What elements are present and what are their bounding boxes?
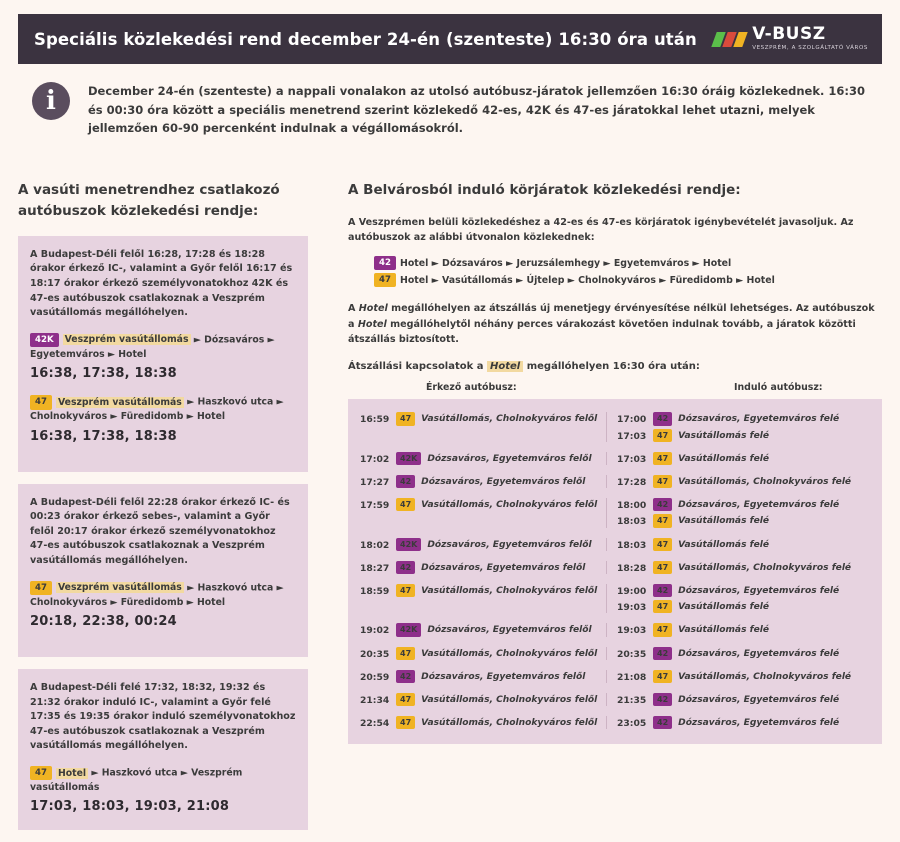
line-badge-47: 47 xyxy=(653,600,672,613)
table-row xyxy=(348,493,882,532)
departure-direction: Dózsaváros, Egyetemváros felé xyxy=(678,500,840,511)
table-row xyxy=(348,711,882,734)
departure-entry xyxy=(617,475,882,488)
line-badge-47: 47 xyxy=(30,395,52,409)
departure-direction: Vasútállomás felé xyxy=(678,539,770,550)
departure-time: 17:03 xyxy=(617,453,647,465)
departure-cell xyxy=(606,693,882,706)
line-badge-47: 47 xyxy=(396,716,415,729)
departure-entry xyxy=(617,693,882,706)
route-stops: Veszprém vasútállomás ► Dózsaváros ► Egyetemváros ► Hotel xyxy=(30,334,275,360)
departure-time: 20:35 xyxy=(617,648,647,660)
arrival-time: 20:59 xyxy=(360,671,390,683)
departure-direction: Vasútállomás, Cholnokyváros felé xyxy=(678,562,852,573)
panel-intro-text: A Budapest-Déli felől 22:28 órakor érkező IC- és 00:23 órakor érkező sebes-, valamint a Győr felől 20:17 órakor érkező személyvonatokhoz 47-es autóbuszok csatlakoznak a Veszprém vasútállomás megállóhelyen. xyxy=(30,496,290,566)
departure-direction: Vasútállomás felé xyxy=(678,625,770,636)
table-row xyxy=(348,642,882,665)
line-badge-42: 42 xyxy=(653,716,672,729)
circular-route-row xyxy=(374,273,882,290)
line-badge-42: 42 xyxy=(396,670,415,683)
line-badge-42: 42 xyxy=(374,256,396,270)
line-badge-42K: 42K xyxy=(396,452,421,465)
departure-cell xyxy=(606,538,882,551)
arrival-direction: Vasútállomás, Cholnokyváros felől xyxy=(421,414,598,425)
arrival-direction: Dózsaváros, Egyetemváros felől xyxy=(421,671,586,682)
highlighted-stop: Veszprém vasútállomás xyxy=(64,334,189,346)
route-path: Hotel ► Vasútállomás ► Újtelep ► Cholnokyváros ► Füredidomb ► Hotel xyxy=(399,274,775,286)
table-row xyxy=(348,447,882,470)
arrival-cell xyxy=(348,647,606,660)
line-badge-47: 47 xyxy=(653,429,672,442)
arrival-time: 19:02 xyxy=(360,625,390,637)
schedule-panel xyxy=(18,236,308,472)
right-paragraph-1: A Veszprémen belüli közlekedéshez a 42-es és 47-es körjáratok igénybevételét javasoljuk. Az autóbuszok az alábbi útvonalon közlekednek: xyxy=(348,216,854,244)
departure-time: 23:05 xyxy=(617,718,647,730)
left-panel-list xyxy=(18,236,308,831)
schedule-panel xyxy=(18,669,308,830)
left-column-heading: A vasúti menetrendhez csatlakozó autóbuszok közlekedési rendje: xyxy=(18,182,280,219)
line-badge-42: 42 xyxy=(653,498,672,511)
route-stops: Veszprém vasútállomás ► Haszkovó utca ► Cholnokyváros ► Füredidomb ► Hotel xyxy=(30,582,284,608)
line-badge-42: 42 xyxy=(653,647,672,660)
route-line xyxy=(30,766,296,795)
departure-direction: Vasútállomás felé xyxy=(678,430,770,441)
table-row xyxy=(348,533,882,556)
arrival-direction: Dózsaváros, Egyetemváros felől xyxy=(421,562,586,573)
line-badge-47: 47 xyxy=(396,498,415,511)
panel-intro-text: A Budapest-Déli felé 17:32, 18:32, 19:32 és 21:32 órakor induló IC-, valamint a Győr felé 17:35 és 19:35 órakor induló személyvonatokhoz 47-es autóbuszok csatlakoznak a Veszprém vasútállomás megállóhelyen. xyxy=(30,682,296,752)
departure-cell xyxy=(606,670,882,683)
line-badge-47: 47 xyxy=(396,412,415,425)
arrival-cell xyxy=(348,452,606,465)
arrival-time: 21:34 xyxy=(360,694,390,706)
departure-time: 17:28 xyxy=(617,477,647,489)
arrival-direction: Vasútállomás, Cholnokyváros felől xyxy=(421,585,598,596)
departure-entry xyxy=(617,600,882,613)
line-badge-47: 47 xyxy=(653,670,672,683)
line-badge-42K: 42K xyxy=(30,333,59,347)
arrival-time: 17:59 xyxy=(360,500,390,512)
hotel-stop-highlight: Hotel xyxy=(487,361,523,372)
arrival-time: 17:27 xyxy=(360,477,390,489)
arrival-direction: Vasútállomás, Cholnokyváros felől xyxy=(421,718,598,729)
departure-direction: Dózsaváros, Egyetemváros felé xyxy=(678,718,840,729)
departure-entry xyxy=(617,584,882,597)
line-badge-47: 47 xyxy=(653,623,672,636)
arrival-time: 18:27 xyxy=(360,562,390,574)
highlighted-stop: Hotel xyxy=(57,767,87,779)
right-column-heading: A Belvárosból induló körjáratok közlekedési rendje: xyxy=(348,182,741,198)
departure-entry xyxy=(617,716,882,729)
hotel-stop-name: Hotel xyxy=(357,318,387,330)
line-badge-47: 47 xyxy=(653,514,672,527)
arrival-cell xyxy=(348,584,606,597)
info-icon: i xyxy=(32,82,70,120)
arrival-direction: Dózsaváros, Egyetemváros felől xyxy=(427,625,592,636)
departure-time: 18:00 xyxy=(617,500,647,512)
arrival-cell xyxy=(348,670,606,683)
arrival-direction: Dózsaváros, Egyetemváros felől xyxy=(421,477,586,488)
arrival-direction: Dózsaváros, Egyetemváros felől xyxy=(427,539,592,550)
table-row xyxy=(348,618,882,641)
departure-entry xyxy=(617,412,882,425)
departure-direction: Dózsaváros, Egyetemváros felé xyxy=(678,648,840,659)
arrival-cell xyxy=(348,716,606,729)
departure-entry xyxy=(617,429,882,442)
logo-chevron-icon xyxy=(714,32,745,47)
table-row xyxy=(348,665,882,688)
line-badge-42K: 42K xyxy=(396,623,421,636)
line-badge-42: 42 xyxy=(653,584,672,597)
route-line xyxy=(30,333,296,362)
company-logo xyxy=(714,26,882,52)
page-header xyxy=(18,14,882,64)
column-header-arrival: Érkező autóbusz: xyxy=(426,382,517,394)
circular-routes-list xyxy=(374,256,882,290)
departure-direction: Dózsaváros, Egyetemváros felé xyxy=(678,414,840,425)
departure-times: 17:03, 18:03, 19:03, 21:08 xyxy=(30,799,230,815)
departure-time: 18:03 xyxy=(617,516,647,528)
arrival-cell xyxy=(348,475,606,488)
departure-cell xyxy=(606,498,882,527)
departure-direction: Dózsaváros, Egyetemváros felé xyxy=(678,585,840,596)
arrival-direction: Dózsaváros, Egyetemváros felől xyxy=(427,453,592,464)
info-banner xyxy=(18,72,882,144)
departure-entry xyxy=(617,514,882,527)
route-path: Hotel ► Dózsaváros ► Jeruzsálemhegy ► Egyetemváros ► Hotel xyxy=(399,257,732,269)
departure-cell xyxy=(606,623,882,636)
line-badge-47: 47 xyxy=(653,538,672,551)
departure-times: 20:18, 22:38, 00:24 xyxy=(30,614,177,630)
transfer-table-headers xyxy=(348,382,882,393)
table-row xyxy=(348,688,882,711)
line-badge-47: 47 xyxy=(30,766,52,780)
arrival-cell xyxy=(348,693,606,706)
line-badge-42: 42 xyxy=(396,475,415,488)
line-badge-47: 47 xyxy=(30,581,52,595)
departure-entry xyxy=(617,538,882,551)
line-badge-47: 47 xyxy=(653,475,672,488)
departure-time: 21:08 xyxy=(617,671,647,683)
departure-direction: Vasútállomás, Cholnokyváros felé xyxy=(678,477,852,488)
departure-time: 17:00 xyxy=(617,414,647,426)
departure-time: 17:03 xyxy=(617,430,647,442)
line-badge-47: 47 xyxy=(396,647,415,660)
table-row xyxy=(348,556,882,579)
logo-tagline: VESZPRÉM, A SZOLGÁLTATÓ VÁROS xyxy=(752,45,868,52)
route-line xyxy=(30,395,296,424)
logo-name: V-BUSZ xyxy=(752,24,826,45)
departure-direction: Vasútállomás felé xyxy=(678,516,770,527)
route-stops: Veszprém vasútállomás ► Haszkovó utca ► Cholnokyváros ► Füredidomb ► Hotel xyxy=(30,396,284,423)
circular-route-row xyxy=(374,256,882,273)
arrival-cell xyxy=(348,412,606,425)
table-row xyxy=(348,579,882,618)
departure-time: 19:03 xyxy=(617,625,647,637)
departure-time: 19:00 xyxy=(617,585,647,597)
transfer-section-heading: Átszállási kapcsolatok a Hotel megállóhelyen 16:30 óra után: xyxy=(348,361,700,373)
arrival-cell xyxy=(348,561,606,574)
arrival-time: 20:35 xyxy=(360,648,390,660)
departure-cell xyxy=(606,584,882,613)
departure-direction: Vasútállomás felé xyxy=(678,453,770,464)
departure-cell xyxy=(606,452,882,465)
departure-entry xyxy=(617,670,882,683)
arrival-cell xyxy=(348,498,606,511)
arrival-direction: Vasútállomás, Cholnokyváros felől xyxy=(421,648,598,659)
departure-time: 19:03 xyxy=(617,602,647,614)
hotel-stop-name: Hotel xyxy=(358,303,388,315)
departure-direction: Vasútállomás felé xyxy=(678,602,770,613)
info-banner-text: December 24-én (szenteste) a nappali vonalakon az utolsó autóbusz-járatok jellemzően 16:30 óráig közlekednek. 16:30 és 00:30 óra között a speciális menetrend szerint közlekedő 42-es, 42K és 47-es járatokkal lehet utazni, melyek jellemzően 60-90 percenként indulnak a végállomásokról. xyxy=(88,84,865,136)
arrival-direction: Vasútállomás, Cholnokyváros felől xyxy=(421,500,598,511)
arrival-direction: Vasútállomás, Cholnokyváros felől xyxy=(421,694,598,705)
schedule-panel xyxy=(18,484,308,657)
departure-direction: Dózsaváros, Egyetemváros felé xyxy=(678,694,840,705)
arrival-time: 18:02 xyxy=(360,539,390,551)
route-line xyxy=(30,581,296,610)
departure-times: 16:38, 17:38, 18:38 xyxy=(30,366,177,382)
panel-intro-text: A Budapest-Déli felől 16:28, 17:28 és 18:28 órakor érkező IC-, valamint a Győr felől 16:17 és 18:17 órakor érkező személyvonatokhoz 42K és 47-es autóbuszok csatlakoznak a Veszprém vasútállomás megállóhelyen. xyxy=(30,248,293,319)
departure-entry xyxy=(617,623,882,636)
departure-entry xyxy=(617,647,882,660)
line-badge-47: 47 xyxy=(374,273,396,287)
table-row xyxy=(348,470,882,493)
transfer-table xyxy=(348,399,882,744)
arrival-cell xyxy=(348,538,606,551)
right-column xyxy=(348,180,882,744)
departure-direction: Vasútállomás, Cholnokyváros felé xyxy=(678,671,852,682)
departure-time: 21:35 xyxy=(617,694,647,706)
column-header-departure: Induló autóbusz: xyxy=(734,382,823,394)
arrival-time: 22:54 xyxy=(360,718,390,730)
highlighted-stop: Veszprém vasútállomás xyxy=(57,396,182,408)
departure-entry xyxy=(617,498,882,511)
route-stops: Hotel ► Haszkovó utca ► Veszprém vasútállomás xyxy=(30,767,243,793)
line-badge-42K: 42K xyxy=(396,538,421,551)
right-paragraph-2: A Hotel megállóhelyen az átszállás új menetjegy érvényesítése nélkül lehetséges. Az autóbuszok a Hotel megállóhelytől néhány perces várakozást követően indulnak tovább, a járatok közötti átszállás biztosított. xyxy=(348,303,875,346)
departure-time: 18:28 xyxy=(617,562,647,574)
departure-cell xyxy=(606,475,882,488)
highlighted-stop: Veszprém vasútállomás xyxy=(57,582,182,594)
line-badge-42: 42 xyxy=(653,412,672,425)
line-badge-47: 47 xyxy=(653,452,672,465)
arrival-time: 17:02 xyxy=(360,453,390,465)
departure-cell xyxy=(606,716,882,729)
arrival-time: 18:59 xyxy=(360,585,390,597)
departure-entry xyxy=(617,452,882,465)
logo-text xyxy=(752,26,868,52)
departure-entry xyxy=(617,561,882,574)
line-badge-42: 42 xyxy=(653,693,672,706)
departure-time: 18:03 xyxy=(617,539,647,551)
arrival-time: 16:59 xyxy=(360,414,390,426)
line-badge-47: 47 xyxy=(396,584,415,597)
table-row xyxy=(348,407,882,446)
departure-cell xyxy=(606,561,882,574)
line-badge-47: 47 xyxy=(653,561,672,574)
arrival-cell xyxy=(348,623,606,636)
line-badge-47: 47 xyxy=(396,693,415,706)
left-column xyxy=(18,180,308,842)
departure-times: 16:38, 17:38, 18:38 xyxy=(30,428,177,444)
departure-cell xyxy=(606,412,882,441)
departure-cell xyxy=(606,647,882,660)
page-title: Speciális közlekedési rend december 24-én (szenteste) 16:30 óra után xyxy=(34,29,697,49)
line-badge-42: 42 xyxy=(396,561,415,574)
